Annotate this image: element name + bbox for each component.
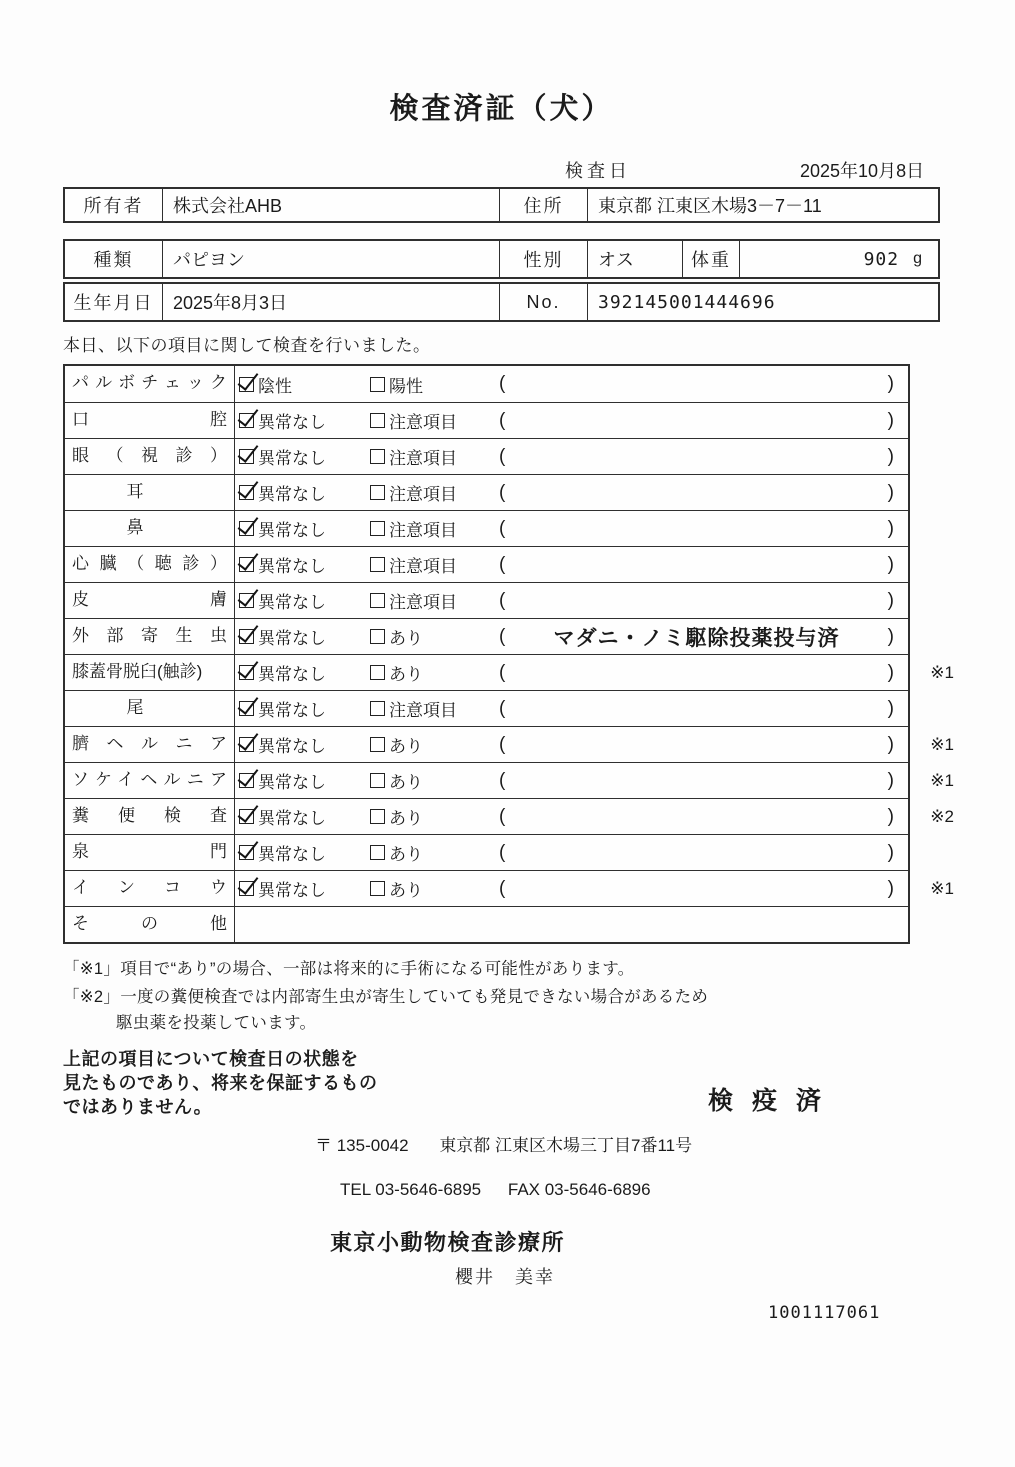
unchecked-checkbox-icon: [370, 413, 385, 428]
result-label: 異常なし: [258, 449, 326, 468]
alt-label: あり: [389, 845, 423, 864]
inspection-date-row: [63, 157, 940, 179]
paren-open: (: [499, 517, 506, 539]
clinic-address-line: [315, 1131, 940, 1156]
intro-text: 本日、以下の項目に関して検査を行いました。: [63, 336, 431, 355]
fax-number: FAX 03-5646-6896: [507, 1180, 651, 1199]
sex-label: 性別: [499, 241, 587, 277]
inspection-row: [65, 726, 954, 762]
item-name: 口腔: [65, 403, 235, 438]
alt-label: あり: [389, 737, 423, 756]
disclaimer-line2: 見たものであり、将来を保証するもの: [63, 1073, 378, 1093]
footnote-2-line1: 「※2」一度の糞便検査では内部寄生虫が寄生していても発見できない場合があるため: [63, 988, 709, 1006]
owner-table: [63, 187, 940, 223]
clinic-address: 東京都 江東区木場三丁目7番11号: [439, 1136, 693, 1155]
tel-number: TEL 03-5646-6895: [340, 1180, 482, 1199]
unchecked-checkbox-icon: [370, 845, 385, 860]
inspection-row: [65, 402, 908, 438]
unchecked-checkbox-icon: [370, 665, 385, 680]
item-name: その他: [65, 907, 235, 942]
checked-checkbox-icon: [239, 701, 254, 716]
unchecked-checkbox-icon: [370, 593, 385, 608]
serial-number: 1001117061: [768, 1303, 881, 1323]
alt-label: 陽性: [389, 376, 423, 396]
item-name: 鼻: [65, 511, 235, 546]
result-label: 異常なし: [258, 773, 326, 792]
inspection-row: [65, 366, 908, 402]
paren-close: ): [887, 517, 894, 539]
birth-value: 2025年8月3日: [162, 284, 499, 320]
birth-no-table: [63, 282, 940, 322]
breed-label: 種類: [93, 250, 134, 270]
paren-open: (: [499, 553, 506, 575]
checked-checkbox-icon: [239, 593, 254, 608]
unchecked-checkbox-icon: [370, 881, 385, 896]
item-name: 尾: [65, 691, 235, 726]
alt-label: 注意項目: [389, 701, 457, 720]
checked-checkbox-icon: [239, 449, 254, 464]
checked-checkbox-icon: [239, 809, 254, 824]
inspection-date-label: 検査日: [565, 161, 631, 181]
unchecked-checkbox-icon: [370, 557, 385, 572]
item-name: 糞便検査: [65, 799, 235, 834]
footnote-2-line2: 駆虫薬を投薬しています。: [116, 1014, 317, 1032]
item-name: 眼（視診）: [65, 439, 235, 474]
item-name: 耳: [65, 475, 235, 510]
unchecked-checkbox-icon: [370, 521, 385, 536]
unchecked-checkbox-icon: [370, 485, 385, 500]
no-label: No.: [499, 284, 587, 320]
alt-label: あり: [389, 773, 423, 792]
inspection-row: [65, 438, 908, 474]
pet-info-table: [63, 239, 940, 279]
alt-label: 注意項目: [389, 521, 457, 540]
paren-open: (: [499, 805, 506, 827]
checked-checkbox-icon: [239, 629, 254, 644]
disclaimer-line3: ではありません。: [63, 1097, 213, 1117]
owner-value: 株式会社AHB: [162, 189, 499, 221]
checked-checkbox-icon: [239, 521, 254, 536]
inspection-row: [65, 834, 908, 870]
inspection-table: [63, 364, 954, 944]
item-name: ソケイヘルニア: [65, 763, 235, 798]
weight-value: 902: [863, 248, 900, 270]
footnote-mark: ※1: [930, 771, 954, 790]
unchecked-checkbox-icon: [370, 809, 385, 824]
owner-label: 所有者: [83, 196, 144, 216]
quarantine-stamp: 検 疫 済: [708, 1087, 827, 1115]
alt-label: あり: [389, 629, 423, 648]
alt-label: 注意項目: [389, 413, 457, 432]
alt-label: 注意項目: [389, 593, 457, 612]
paren-note: マダニ・ノミ駆除投薬投与済: [553, 626, 840, 650]
result-label: 異常なし: [258, 629, 326, 648]
result-label: 異常なし: [258, 557, 326, 576]
inspection-row: [65, 798, 954, 834]
paren-close: ): [887, 697, 894, 719]
paren-close: ): [887, 409, 894, 431]
item-name: 皮膚: [65, 583, 235, 618]
alt-label: 注意項目: [389, 557, 457, 576]
inspection-row: [65, 654, 954, 690]
inspection-row: [65, 582, 908, 618]
paren-open: (: [499, 769, 506, 791]
result-label: 異常なし: [258, 737, 326, 756]
footnote-mark: ※2: [930, 807, 954, 826]
birth-label: 生年月日: [73, 293, 154, 313]
inspection-row-other: [65, 906, 908, 942]
inspection-row: [65, 546, 908, 582]
breed-value: パピヨン: [162, 241, 499, 277]
result-label: 異常なし: [258, 845, 326, 864]
paren-open: (: [499, 373, 506, 394]
checked-checkbox-icon: [239, 413, 254, 428]
paren-close: ): [887, 841, 894, 863]
inspection-row: [65, 618, 908, 654]
paren-close: ): [887, 661, 894, 683]
weight-label: 体重: [682, 241, 739, 277]
paren-close: ): [887, 733, 894, 755]
item-name: パルボチェック: [65, 366, 235, 402]
item-name: 外部寄生虫: [65, 619, 235, 654]
result-label: 異常なし: [258, 809, 326, 828]
paren-open: (: [499, 841, 506, 863]
no-value: 392145001444696: [587, 284, 938, 320]
paren-open: (: [499, 625, 506, 647]
checked-checkbox-icon: [239, 665, 254, 680]
paren-open: (: [499, 445, 506, 467]
alt-label: 注意項目: [389, 485, 457, 504]
result-label: 異常なし: [258, 521, 326, 540]
unchecked-checkbox-icon: [370, 629, 385, 644]
checked-checkbox-icon: [239, 557, 254, 572]
alt-label: 注意項目: [389, 449, 457, 468]
address-value: 東京都 江東区木場3－7－11: [587, 189, 938, 221]
result-label: 陰性: [258, 376, 292, 396]
alt-label: あり: [389, 881, 423, 900]
checked-checkbox-icon: [239, 377, 254, 392]
alt-label: あり: [389, 809, 423, 828]
item-name: インコウ: [65, 871, 235, 906]
checked-checkbox-icon: [239, 485, 254, 500]
paren-open: (: [499, 877, 506, 899]
paren-close: ): [887, 805, 894, 827]
unchecked-checkbox-icon: [370, 449, 385, 464]
sex-value: オス: [587, 241, 682, 277]
item-name: 泉門: [65, 835, 235, 870]
clinic-name: 東京小動物検査診療所: [330, 1230, 566, 1255]
veterinarian-name: 櫻井 美幸: [455, 1267, 555, 1287]
page-title: 検査済証（犬）: [389, 93, 614, 125]
disclaimer-block: [63, 1047, 940, 1119]
result-label: 異常なし: [258, 665, 326, 684]
disclaimer-line1: 上記の項目について検査日の状態を: [63, 1049, 359, 1069]
paren-open: (: [499, 661, 506, 683]
checked-checkbox-icon: [239, 845, 254, 860]
checked-checkbox-icon: [239, 773, 254, 788]
inspection-row: [65, 870, 954, 906]
tel-fax-line: [340, 1180, 940, 1200]
paren-close: ): [887, 445, 894, 467]
paren-close: ): [887, 553, 894, 575]
paren-open: (: [499, 409, 506, 431]
result-label: 異常なし: [258, 413, 326, 432]
footnote-mark: ※1: [930, 735, 954, 754]
result-label: 異常なし: [258, 485, 326, 504]
weight-value-cell: [739, 241, 938, 277]
address-label: 住所: [499, 189, 587, 221]
inspection-row: [65, 690, 908, 726]
unchecked-checkbox-icon: [370, 737, 385, 752]
unchecked-checkbox-icon: [370, 773, 385, 788]
result-label: 異常なし: [258, 881, 326, 900]
alt-label: あり: [389, 665, 423, 684]
inspection-row: [65, 474, 908, 510]
inspection-row: [65, 510, 908, 546]
paren-close: ): [887, 877, 894, 899]
paren-open: (: [499, 733, 506, 755]
postal-code: 〒 135-0042: [315, 1136, 409, 1155]
paren-close: ): [887, 589, 894, 611]
paren-open: (: [499, 589, 506, 611]
checked-checkbox-icon: [239, 737, 254, 752]
checked-checkbox-icon: [239, 881, 254, 896]
paren-open: (: [499, 697, 506, 719]
result-label: 異常なし: [258, 593, 326, 612]
unchecked-checkbox-icon: [370, 377, 385, 392]
footnote-1: 「※1」項目で“あり”の場合、一部は将来的に手術になる可能性があります。: [63, 960, 635, 978]
item-name: 臍ヘルニア: [65, 727, 235, 762]
footnote-mark: ※1: [930, 879, 954, 898]
footnote-mark: ※1: [930, 663, 954, 682]
unchecked-checkbox-icon: [370, 701, 385, 716]
item-name: 心臓（聴診）: [65, 547, 235, 582]
paren-close: ): [887, 625, 894, 647]
paren-open: (: [499, 481, 506, 503]
inspection-row: [65, 762, 954, 798]
result-label: 異常なし: [258, 701, 326, 720]
paren-close: ): [887, 769, 894, 791]
paren-close: ): [887, 481, 894, 503]
inspection-date-value: 2025年10月8日: [800, 161, 925, 181]
paren-close: ): [887, 373, 894, 394]
weight-unit: g: [913, 250, 922, 267]
item-name: 膝蓋骨脱臼(触診): [65, 655, 235, 690]
